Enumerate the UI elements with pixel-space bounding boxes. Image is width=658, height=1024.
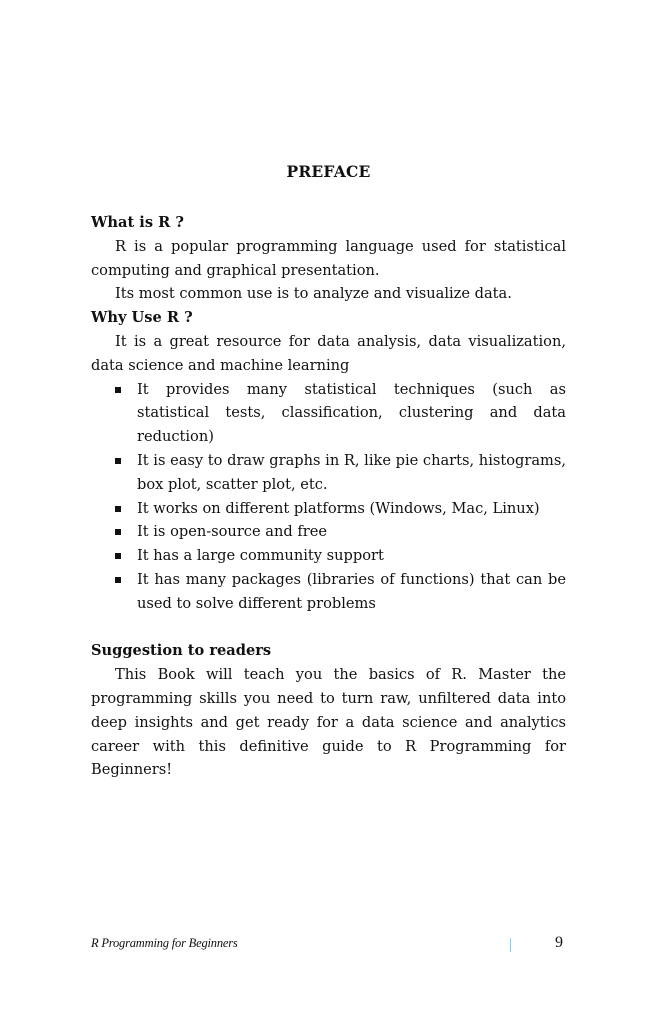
list-item-text: It is easy to draw graphs in R, like pie charts, histograms, box plot, scatter plot, etc. — [137, 451, 566, 493]
square-bullet-icon — [115, 458, 121, 464]
footer-page-number: 9 — [555, 934, 563, 951]
paragraph-what-is-r-2: Its most common use is to analyze and visualize data. — [115, 285, 512, 303]
page-title: PREFACE — [286, 162, 371, 181]
heading-what-is-r: What is R ? — [91, 214, 184, 231]
list-item — [91, 520, 566, 544]
square-bullet-icon — [115, 577, 121, 583]
list-item — [91, 378, 566, 449]
square-bullet-icon — [115, 506, 121, 512]
reasons-list — [91, 378, 566, 616]
paragraph-why-use-r-intro: It is a great resource for data analysis, data visualization, data science and machine learning — [91, 332, 566, 374]
list-item — [91, 497, 566, 521]
list-item-text: It has a large community support — [137, 547, 384, 565]
section-spacer — [91, 616, 566, 640]
list-item-text: It works on different platforms (Windows, Mac, Linux) — [137, 499, 540, 517]
list-item-text: It is open-source and free — [137, 523, 327, 541]
square-bullet-icon — [115, 387, 121, 393]
paragraph-what-is-r-1: R is a popular programming language used for statistical computing and graphical presentation. — [91, 237, 566, 279]
square-bullet-icon — [115, 553, 121, 559]
paragraph-suggestion: This Book will teach you the basics of R. Master the programming skills you need to turn raw, unfiltered data into deep insights and get ready for a data science and analytics career with this definitive guide to R Programming for Beginners! — [91, 666, 566, 779]
list-item — [91, 544, 566, 568]
heading-suggestion: Suggestion to readers — [91, 642, 272, 660]
heading-why-use-r: Why Use R ? — [91, 309, 193, 327]
square-bullet-icon — [115, 529, 121, 535]
list-item — [91, 449, 566, 497]
list-item-text: It has many packages (libraries of functions) that can be used to solve different problems — [137, 570, 566, 612]
footer-book-title: R Programming for Beginners — [91, 936, 238, 950]
list-item — [91, 568, 566, 616]
body-text — [91, 211, 566, 782]
list-item-text: It provides many statistical techniques (such as statistical tests, classification, clustering and data reduction) — [137, 380, 566, 446]
footer-separator — [510, 938, 511, 952]
